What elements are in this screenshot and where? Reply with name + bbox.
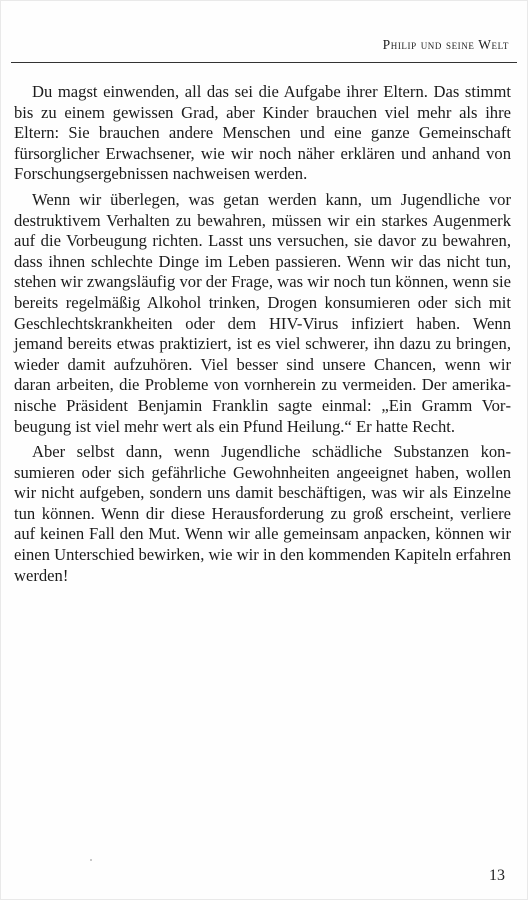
header-rule xyxy=(11,62,517,63)
paper-speck xyxy=(90,859,92,861)
paragraph-2: Wenn wir überlegen, was getan werden kann, um Jugendliche vor destruktivem Verhalten zu bewahren, müssen wir ein starkes Augenmerk auf die Vorbeugung richten. Lasst uns versuchen, sie davor zu bewahren, dass ihnen schlechte Dinge im Leben passieren. Wenn wir das nicht tun, stehen wir zwangsläufig vor der Frage, was wir noch tun können, wenn sie bereits regelmäßig Alkohol trinken, Drogen konsumieren oder sich mit Geschlechtskrankheiten oder dem HIV-Virus infiziert haben. Wenn jemand bereits etwas praktiziert, ist es viel schwerer, ihn dazu zu bringen, wieder damit aufzuhören. Viel besser sind unsere Chancen, wenn wir daran arbeiten, die Probleme von vornherein zu vermeiden. Der amerikanische Präsident Benjamin Franklin sagte einmal: „Ein Gramm Vorbeugung ist viel mehr wert als ein Pfund Heilung.“ Er hatte Recht. xyxy=(14,189,511,436)
body-text xyxy=(14,82,511,591)
paragraph-1: Du magst einwenden, all das sei die Aufgabe ihrer Eltern. Das stimmt bis zu einem gewissen Grad, aber Kinder brauchen viel mehr als ihre Eltern: Sie brauchen andere Menschen und eine ganze Gemeinschaft fürsorglicher Erwachsener, wie wir noch näher erklären und anhand von Forschungsergebnissen nachweisen werden. xyxy=(14,82,511,184)
running-header-title: Philip und seine Welt xyxy=(382,37,509,52)
page-number: 13 xyxy=(489,867,505,884)
paragraph-3: Aber selbst dann, wenn Jugendliche schädliche Substanzen konsumieren oder sich gefährliche Gewohnheiten angeeignet haben, wollen wir nicht aufgeben, sondern uns damit beschäftigen, was wir als Einzelne tun können. Wenn dir diese Herausforderung zu groß erscheint, verliere auf keinen Fall den Mut. Wenn wir alle gemeinsam anpacken, können wir einen Unterschied bewirken, wie wir in den kommenden Kapiteln erfahren werden! xyxy=(14,442,511,585)
